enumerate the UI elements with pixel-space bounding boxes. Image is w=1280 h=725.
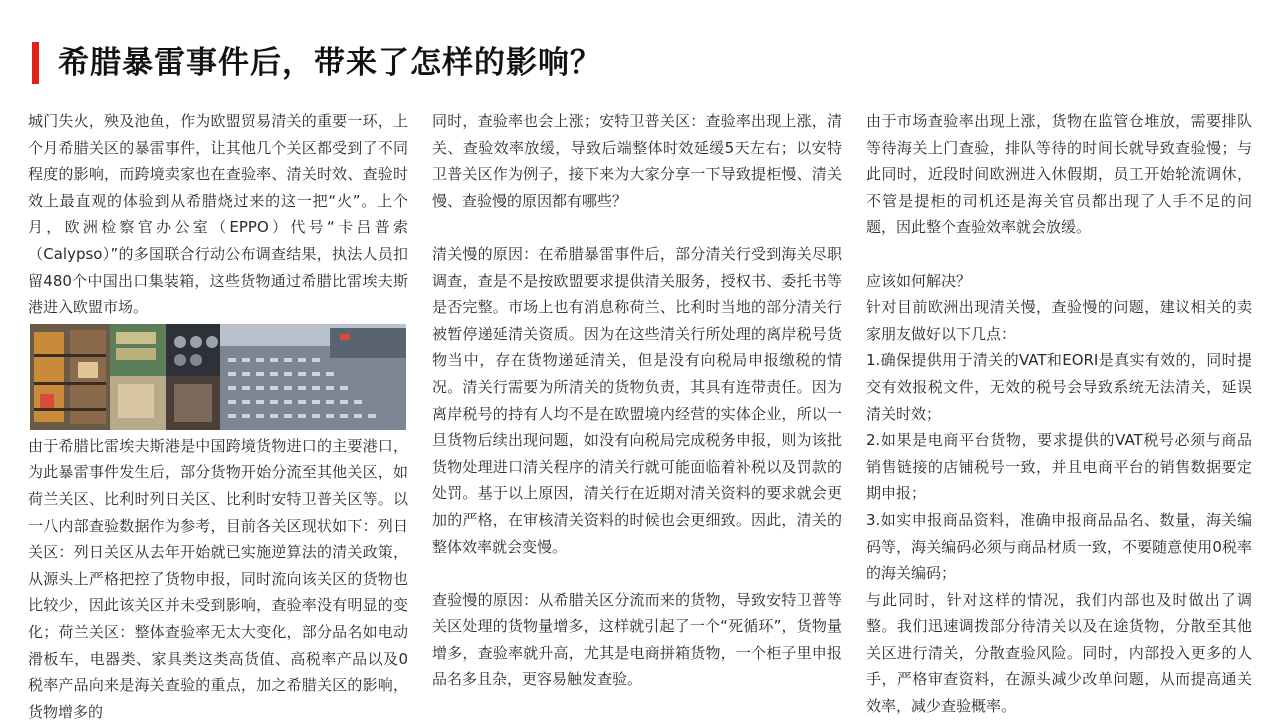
column2-paragraph-2: 清关慢的原因：在希腊暴雷事件后，部分清关行受到海关尽职调查，查是不是按欧盟要求提供清关服务，授权书、委托书等是否完整。市场上也有消息称荷兰、比利时当地的部分清关行被暂停递延清关资质。因为在这些清关行所处理的离岸税号货物当中，存在货物递延清关，但是没有向税局申报缴税的情况。清关行需要为所清关的货物负责，其具有连带责任。因为离岸税号的持有人均不是在欧盟境内经营的实体企业，所以一旦货物后续出现问题，如没有向税局完成税务申报，则为该批货物处理进口清关程序的清关行就可能面临着补税以及罚款的处罚。基于以上原因，清关行在近期对清关资料的要求就会更加的严格，在审核清关资料的时候也会更细致。因此，清关的整体效率就会变慢。	[432, 244, 842, 556]
solution-item-2: 2.如果是电商平台货物，要求提供的VAT税号必须与商品销售链接的店铺税号一致，并且电商平台的销售数据要定期申报；	[866, 431, 1252, 503]
news-photo-collage	[30, 324, 406, 430]
column1-paragraph-1: 城门失火，殃及池鱼，作为欧盟贸易清关的重要一环，上个月希腊关区的暴雷事件，让其他几个关区都受到了不同程度的影响，而跨境卖家也在查验率、清关时效、查验时效上最直观的体验到从希腊烧过来的这一把“火”。上个月，欧洲检察官办公室（EPPO）代号“卡吕普索（Calypso）”的多国联合行动公布调查结果，执法人员扣留480个中国出口集装箱，这些货物通过希腊比雷埃夫斯港进入欧盟市场。	[28, 112, 408, 317]
article-column-2	[432, 108, 842, 693]
solution-item-1: 1.确保提供用于清关的VAT和EORI是真实有效的，同时提交有效报税文件，无效的税号会导致系统无法清关，延误清关时效；	[866, 351, 1252, 423]
solution-item-3: 3.如实申报商品资料，准确申报商品品名、数量，海关编码等，海关编码必须与商品材质一致，不要随意使用0税率的海关编码；	[866, 510, 1252, 583]
title-accent-bar	[32, 42, 39, 84]
article-column-3	[866, 108, 1252, 720]
column2-paragraph-3: 查验慢的原因：从希腊关区分流而来的货物，导致安特卫普等关区处理的货物量增多，这样就引起了一个“死循环”，货物量增多，查验率就升高，尤其是电商拼箱货物，一个柜子里申报品名多且杂，更容易触发查验。	[432, 590, 842, 689]
column3-paragraph-2: 与此同时，针对这样的情况，我们内部也及时做出了调整。我们迅速调拨部分待清关以及在途货物，分散至其他关区进行清关，分散查验风险。同时，内部投入更多的人手，严格审查资料，在源头减少改单问题，从而提高通关效率，减少查验概率。	[866, 590, 1252, 716]
paragraph-spacer	[432, 560, 842, 587]
solution-intro: 针对目前欧洲出现清关慢，查验慢的问题，建议相关的卖家朋友做好以下几点：	[866, 298, 1252, 343]
paragraph-spacer	[866, 241, 1252, 268]
solution-heading: 应该如何解决？	[866, 271, 972, 290]
paragraph-spacer	[432, 214, 842, 241]
column1-paragraph-2: 由于希腊比雷埃夫斯港是中国跨境货物进口的主要港口，为此暴雷事件发生后，部分货物开始分流至其他关区，如荷兰关区、比利时列日关区、比利时安特卫普关区等。以一八内部查验数据作为参考，目前各关区现状如下：列日关区：列日关区从去年开始就已实施逆算法的清关政策，从源头上严格把控了货物申报，同时流向该关区的货物也比较少，因此该关区并未受到影响，查验率没有明显的变化；荷兰关区：整体查验率无太大变化，部分品名如电动滑板车，电器类、家具类这类高货值、高税率产品以及0税率产品向来是海关查验的重点，加之希腊关区的影响，货物增多的	[28, 436, 408, 721]
column2-paragraph-1: 同时，查验率也会上涨；安特卫普关区：查验率出现上涨，清关、查验效率放缓，导致后端整体时效延缓5天左右；以安特卫普关区作为例子，接下来为大家分享一下导致提柜慢、清关慢、查验慢的原因都有哪些？	[432, 112, 842, 210]
article-column-1	[28, 108, 408, 725]
page-title: 希腊暴雷事件后，带来了怎样的影响？	[58, 45, 602, 81]
photo-collage-graphic	[30, 324, 406, 430]
column3-paragraph-1: 由于市场查验率出现上涨，货物在监管仓堆放，需要排队等待海关上门查验，排队等待的时间长就导致查验慢；与此同时，近段时间欧洲进入休假期，员工开始轮流调休，不管是提柜的司机还是海关官员都出现了人手不足的问题，因此整个查验效率就会放缓。	[866, 112, 1252, 237]
